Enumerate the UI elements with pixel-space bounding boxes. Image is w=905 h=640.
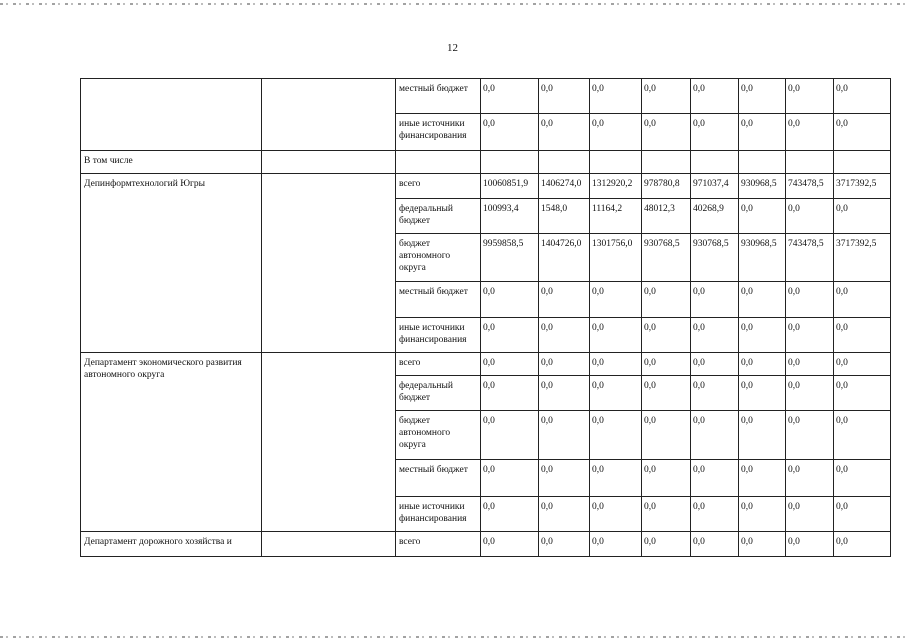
value-cell: 9959858,5: [481, 234, 539, 282]
value-cell: 930768,5: [642, 234, 691, 282]
value-cell: 0,0: [642, 376, 691, 411]
value-cell: 0,0: [590, 282, 642, 318]
source-cell: федеральный бюджет: [396, 376, 481, 411]
value-cell: 0,0: [786, 353, 834, 376]
table-row: [81, 353, 891, 376]
empty-cell: [262, 151, 396, 174]
value-cell: 0,0: [739, 114, 786, 151]
source-cell: бюджет автономного округа: [396, 411, 481, 460]
value-cell: 1404726,0: [539, 234, 590, 282]
value-cell: 0,0: [786, 411, 834, 460]
value-cell: 0,0: [481, 114, 539, 151]
value-cell: [642, 151, 691, 174]
empty-cell: [262, 79, 396, 151]
source-cell: всего: [396, 174, 481, 199]
value-cell: 0,0: [834, 532, 891, 557]
value-cell: 0,0: [739, 411, 786, 460]
value-cell: 0,0: [739, 460, 786, 497]
value-cell: 0,0: [691, 353, 739, 376]
value-cell: 0,0: [739, 376, 786, 411]
org-cell: Департамент экономического развития автономного округа: [81, 353, 262, 532]
value-cell: [834, 151, 891, 174]
value-cell: 100993,4: [481, 199, 539, 234]
value-cell: 0,0: [642, 497, 691, 532]
empty-cell: [262, 174, 396, 353]
value-cell: 0,0: [481, 532, 539, 557]
value-cell: 0,0: [834, 460, 891, 497]
value-cell: 0,0: [642, 114, 691, 151]
value-cell: 0,0: [834, 497, 891, 532]
value-cell: 0,0: [739, 353, 786, 376]
value-cell: 0,0: [739, 318, 786, 353]
value-cell: 3717392,5: [834, 174, 891, 199]
value-cell: 0,0: [539, 353, 590, 376]
value-cell: 3717392,5: [834, 234, 891, 282]
org-cell: Департамент дорожного хозяйства и: [81, 532, 262, 557]
value-cell: [786, 151, 834, 174]
table-row: [81, 79, 891, 114]
page-number: 12: [447, 42, 458, 54]
value-cell: 0,0: [590, 411, 642, 460]
source-cell: местный бюджет: [396, 282, 481, 318]
source-cell: всего: [396, 532, 481, 557]
value-cell: 930968,5: [739, 174, 786, 199]
value-cell: 0,0: [834, 282, 891, 318]
value-cell: 0,0: [481, 497, 539, 532]
value-cell: 48012,3: [642, 199, 691, 234]
value-cell: 0,0: [691, 497, 739, 532]
org-cell: [81, 79, 262, 151]
source-cell: местный бюджет: [396, 79, 481, 114]
value-cell: 743478,5: [786, 174, 834, 199]
value-cell: 0,0: [481, 79, 539, 114]
value-cell: 0,0: [786, 199, 834, 234]
value-cell: 0,0: [642, 318, 691, 353]
scan-edge-top: [0, 3, 905, 5]
value-cell: 0,0: [590, 353, 642, 376]
budget-table: [80, 78, 891, 557]
value-cell: 0,0: [691, 79, 739, 114]
value-cell: 0,0: [786, 532, 834, 557]
value-cell: 0,0: [481, 460, 539, 497]
value-cell: 0,0: [481, 376, 539, 411]
value-cell: 0,0: [691, 318, 739, 353]
value-cell: 1301756,0: [590, 234, 642, 282]
value-cell: 0,0: [739, 532, 786, 557]
value-cell: 0,0: [834, 376, 891, 411]
value-cell: [739, 151, 786, 174]
value-cell: 0,0: [590, 376, 642, 411]
value-cell: 743478,5: [786, 234, 834, 282]
table-row: [81, 532, 891, 557]
source-cell: иные источники финансирования: [396, 114, 481, 151]
value-cell: 0,0: [539, 114, 590, 151]
value-cell: [539, 151, 590, 174]
empty-cell: [262, 353, 396, 532]
table-row: [81, 151, 891, 174]
value-cell: 11164,2: [590, 199, 642, 234]
value-cell: 1312920,2: [590, 174, 642, 199]
scan-edge-bottom: [0, 636, 905, 638]
source-cell: иные источники финансирования: [396, 497, 481, 532]
value-cell: 0,0: [642, 532, 691, 557]
value-cell: 0,0: [590, 497, 642, 532]
value-cell: 0,0: [481, 318, 539, 353]
section-label: В том числе: [81, 151, 262, 174]
value-cell: 0,0: [786, 79, 834, 114]
value-cell: 0,0: [739, 282, 786, 318]
value-cell: 0,0: [786, 376, 834, 411]
source-cell: всего: [396, 353, 481, 376]
empty-cell: [262, 532, 396, 557]
value-cell: [691, 151, 739, 174]
value-cell: 0,0: [691, 114, 739, 151]
value-cell: 0,0: [834, 79, 891, 114]
value-cell: 0,0: [590, 79, 642, 114]
value-cell: 0,0: [691, 460, 739, 497]
value-cell: 0,0: [786, 460, 834, 497]
source-cell: местный бюджет: [396, 460, 481, 497]
value-cell: 0,0: [539, 79, 590, 114]
value-cell: 0,0: [834, 199, 891, 234]
value-cell: 0,0: [786, 497, 834, 532]
value-cell: 0,0: [691, 376, 739, 411]
value-cell: 0,0: [786, 114, 834, 151]
value-cell: 0,0: [739, 497, 786, 532]
value-cell: 0,0: [539, 532, 590, 557]
value-cell: 0,0: [539, 497, 590, 532]
value-cell: 0,0: [642, 353, 691, 376]
value-cell: 930768,5: [691, 234, 739, 282]
value-cell: 0,0: [786, 282, 834, 318]
value-cell: 0,0: [590, 460, 642, 497]
value-cell: 0,0: [481, 353, 539, 376]
value-cell: 0,0: [834, 114, 891, 151]
value-cell: 0,0: [786, 318, 834, 353]
value-cell: 0,0: [642, 79, 691, 114]
value-cell: 0,0: [691, 532, 739, 557]
value-cell: 0,0: [834, 353, 891, 376]
value-cell: 0,0: [590, 318, 642, 353]
value-cell: 0,0: [590, 114, 642, 151]
value-cell: 978780,8: [642, 174, 691, 199]
value-cell: 930968,5: [739, 234, 786, 282]
value-cell: 0,0: [481, 282, 539, 318]
value-cell: 0,0: [481, 411, 539, 460]
value-cell: 0,0: [539, 282, 590, 318]
value-cell: 0,0: [590, 532, 642, 557]
source-cell: [396, 151, 481, 174]
value-cell: 0,0: [539, 460, 590, 497]
value-cell: 0,0: [739, 79, 786, 114]
value-cell: 0,0: [834, 318, 891, 353]
value-cell: 0,0: [539, 376, 590, 411]
value-cell: 0,0: [642, 460, 691, 497]
source-cell: иные источники финансирования: [396, 318, 481, 353]
value-cell: 0,0: [642, 282, 691, 318]
value-cell: [590, 151, 642, 174]
value-cell: 0,0: [739, 199, 786, 234]
value-cell: [481, 151, 539, 174]
table-row: [81, 174, 891, 199]
value-cell: 0,0: [642, 411, 691, 460]
value-cell: 971037,4: [691, 174, 739, 199]
org-cell: Депинформтехнологий Югры: [81, 174, 262, 353]
value-cell: 0,0: [691, 411, 739, 460]
value-cell: 10060851,9: [481, 174, 539, 199]
source-cell: федеральный бюджет: [396, 199, 481, 234]
value-cell: 1548,0: [539, 199, 590, 234]
value-cell: 0,0: [539, 318, 590, 353]
value-cell: 0,0: [834, 411, 891, 460]
value-cell: 1406274,0: [539, 174, 590, 199]
source-cell: бюджет автономного округа: [396, 234, 481, 282]
value-cell: 40268,9: [691, 199, 739, 234]
value-cell: 0,0: [691, 282, 739, 318]
value-cell: 0,0: [539, 411, 590, 460]
